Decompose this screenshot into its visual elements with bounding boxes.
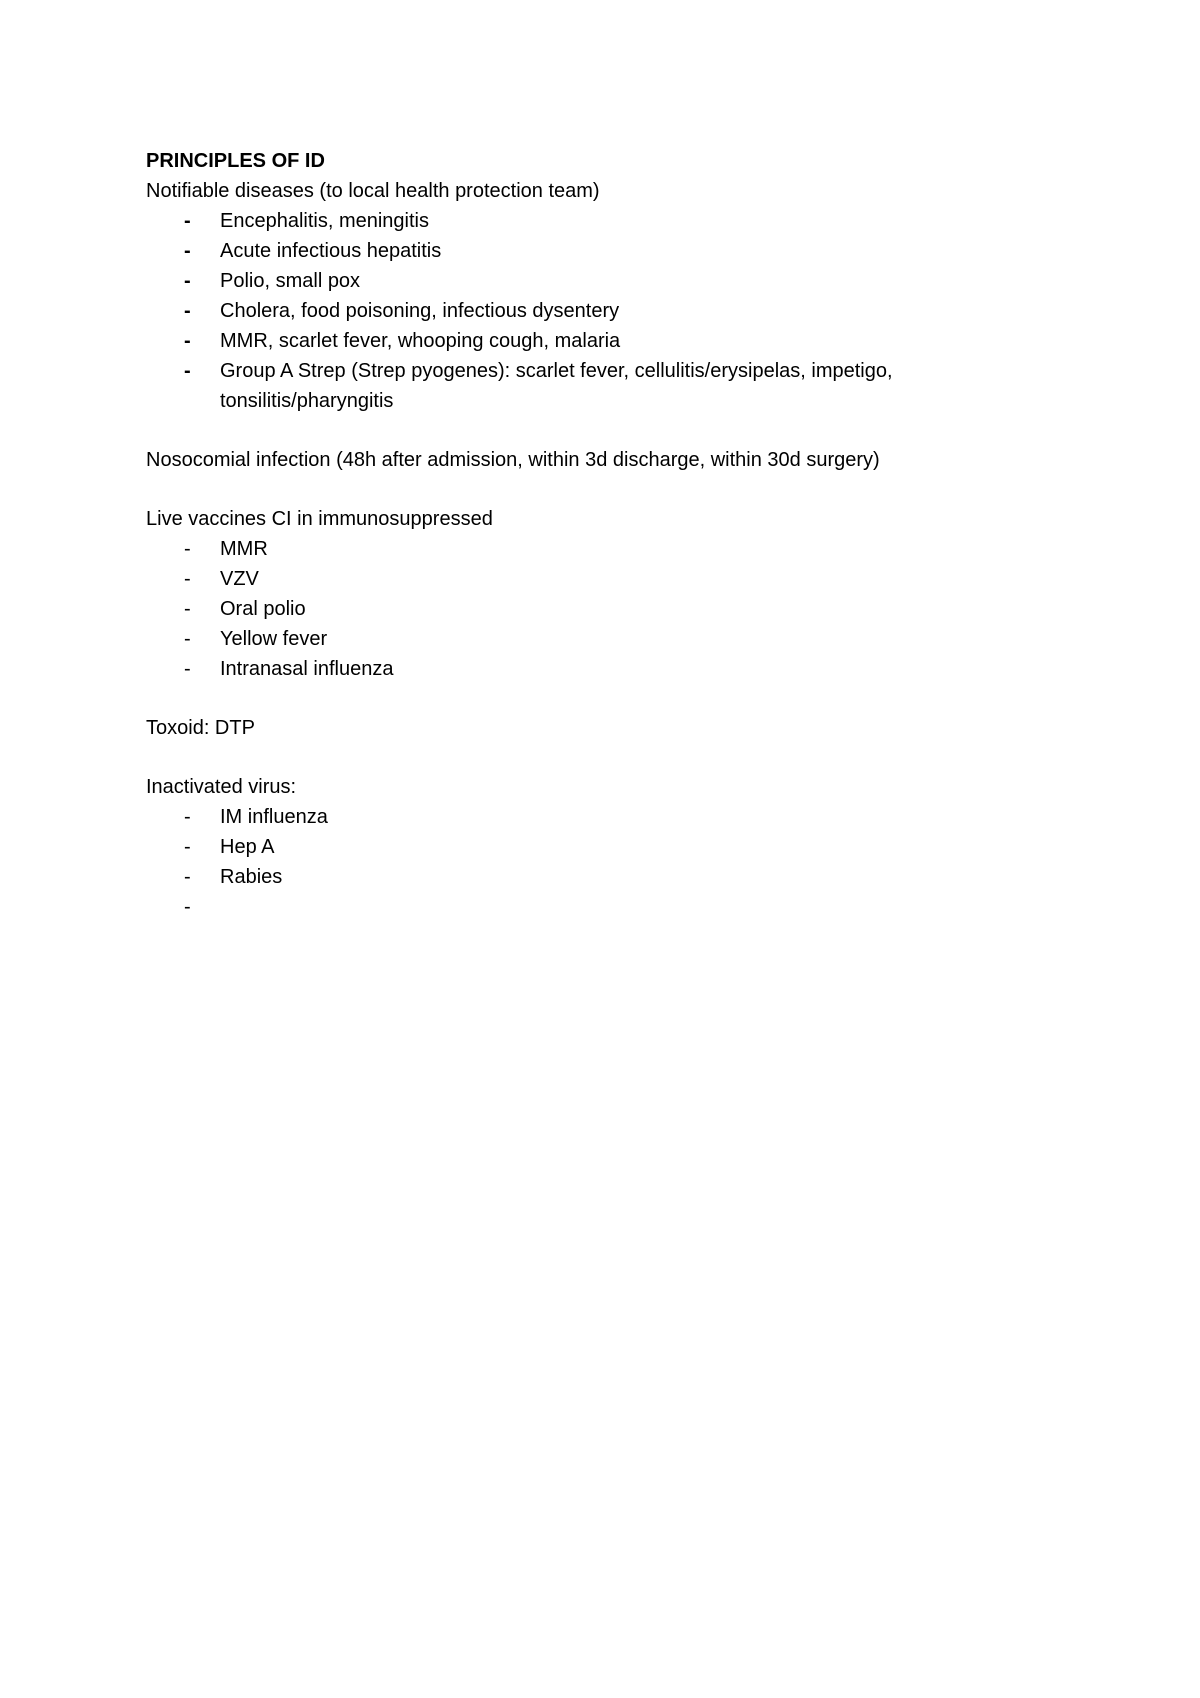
- list-item: [146, 564, 1046, 594]
- bullet-dash: -: [184, 330, 191, 352]
- paragraph-gap: [146, 684, 1046, 713]
- document-body: [146, 146, 1046, 922]
- live-vaccines-list: [146, 534, 1046, 684]
- document-title: PRINCIPLES OF ID: [146, 150, 325, 172]
- list-item: [146, 862, 1046, 892]
- bullet-dash: -: [184, 240, 191, 262]
- list-item: [146, 236, 1046, 266]
- list-item: [146, 832, 1046, 862]
- live-vaccines-heading: Live vaccines CI in immunosuppressed: [146, 508, 493, 530]
- inactivated-list: [146, 802, 1046, 922]
- list-item-text: Hep A: [220, 836, 275, 858]
- list-item-text: Intranasal influenza: [220, 658, 394, 680]
- list-item-text: Rabies: [220, 866, 283, 888]
- list-item: [146, 802, 1046, 832]
- list-item: [146, 266, 1046, 296]
- list-item-text: IM influenza: [220, 806, 328, 828]
- list-item: [146, 534, 1046, 564]
- bullet-dash: -: [184, 598, 191, 620]
- inactivated-heading: Inactivated virus:: [146, 776, 297, 798]
- list-item-text: Cholera, food poisoning, infectious dysentery: [220, 300, 620, 322]
- list-item: [146, 892, 1046, 922]
- notifiable-heading: Notifiable diseases (to local health protection team): [146, 180, 600, 202]
- list-item-text: Group A Strep (Strep pyogenes): scarlet fever, cellulitis/erysipelas, impetigo, tonsilitis/pharyngitis: [220, 360, 893, 412]
- bullet-dash: -: [184, 866, 191, 888]
- list-item-text: MMR: [220, 538, 268, 560]
- bullet-dash: -: [184, 270, 191, 292]
- bullet-dash: -: [184, 806, 191, 828]
- bullet-dash: -: [184, 300, 191, 322]
- list-item: [146, 654, 1046, 684]
- bullet-dash: -: [184, 360, 191, 382]
- list-item: [146, 296, 1046, 326]
- list-item: [146, 356, 1046, 416]
- list-item: [146, 624, 1046, 654]
- bullet-dash: -: [184, 658, 191, 680]
- bullet-dash: -: [184, 628, 191, 650]
- list-item: [146, 594, 1046, 624]
- list-item-text: Acute infectious hepatitis: [220, 240, 442, 262]
- paragraph-gap: [146, 743, 1046, 772]
- list-item-text: Polio, small pox: [220, 270, 361, 292]
- bullet-dash: -: [184, 896, 191, 918]
- bullet-dash: -: [184, 836, 191, 858]
- list-item-text: MMR, scarlet fever, whooping cough, malaria: [220, 330, 621, 352]
- bullet-dash: -: [184, 210, 191, 232]
- notifiable-list: [146, 206, 1046, 416]
- paragraph-gap: [146, 475, 1046, 504]
- bullet-dash: -: [184, 568, 191, 590]
- paragraph-gap: [146, 416, 1046, 445]
- toxoid-text: Toxoid: DTP: [146, 717, 255, 739]
- list-item-text: Oral polio: [220, 598, 306, 620]
- nosocomial-text: Nosocomial infection (48h after admission, within 3d discharge, within 30d surgery): [146, 449, 880, 471]
- list-item-text: Yellow fever: [220, 628, 328, 650]
- list-item-text: Encephalitis, meningitis: [220, 210, 429, 232]
- list-item: [146, 206, 1046, 236]
- list-item: [146, 326, 1046, 356]
- list-item-text: VZV: [220, 568, 259, 590]
- bullet-dash: -: [184, 538, 191, 560]
